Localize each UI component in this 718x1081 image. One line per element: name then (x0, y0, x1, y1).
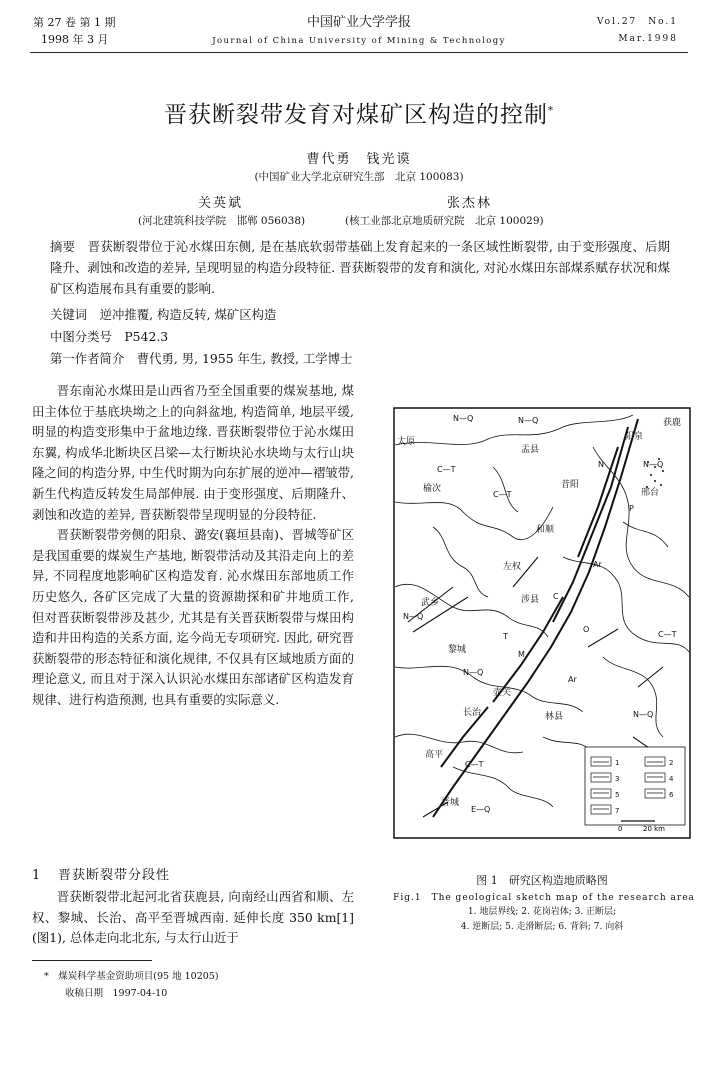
bio-label: 第一作者简介 (50, 351, 125, 366)
title-text: 晋获断裂带发育对煤矿区构造的控制 (164, 102, 548, 128)
footnote-received: 收稿日期 1997-04-10 (65, 988, 168, 999)
abstract-text: 晋获断裂带位于沁水煤田东侧, 是在基底软弱带基础上发育起来的一条区域性断裂带, 由于变形强度、后期隆升、剥蚀和改造的差异, 呈现明显的构造分段特征. 晋获断裂带的发育和演化, 对沁水煤田东部煤系赋存状况和煤矿区构造展布具有重要的影响. (50, 239, 671, 296)
place-yuxian: 盂县 (521, 445, 540, 455)
section-1-paragraph: 晋获断裂带北起河北省获鹿县, 向南经山西省和顺、左权、黎城、长治、高平至晋城西南. 延伸长度 350 km[1](图1), 总体走向北北东, 与太行山近于 (32, 889, 354, 946)
strata-ct: C—T (658, 630, 677, 639)
strata-ar: Ar (593, 560, 602, 569)
section-number: 1 (32, 868, 42, 883)
affiliation-1: (中国矿业大学北京研究生部 北京 100083) (254, 171, 464, 183)
strata-eq: E—Q (471, 805, 491, 814)
strata-c: C (553, 592, 559, 601)
place-yangquan: 阳泉 (625, 432, 644, 442)
affiliation-2: (河北建筑科技学院 邯郸 056038) (138, 215, 306, 227)
legend-text-2: 4. 逆断层; 5. 走滑断层; 6. 背斜; 7. 向斜 (460, 922, 624, 932)
place-xiyang: 昔阳 (561, 480, 580, 490)
abstract-label: 摘要 (50, 239, 76, 254)
place-licheng: 黎城 (448, 645, 467, 655)
legend-4: 4 (669, 775, 674, 783)
date-en: Mar.1998 (618, 34, 678, 44)
classification-label: 中图分类号 (50, 329, 112, 344)
strata-m: M (518, 650, 525, 659)
footnote-mark: * (44, 971, 49, 982)
place-gaoping: 高平 (425, 750, 444, 760)
strata-ct-3: C—T (437, 465, 456, 474)
author-bio (50, 349, 352, 367)
place-heshun: 和顺 (536, 525, 555, 535)
place-huolu: 获鹿 (663, 418, 682, 428)
affiliation-3: (核工业部北京地质研究院 北京 100029) (345, 215, 544, 227)
figure-caption-cn: 图 1 研究区构造地质略图 (476, 874, 608, 887)
place-xingtai: 邢台 (641, 488, 660, 498)
footnote (44, 968, 219, 1002)
place-shexian: 涉县 (521, 595, 540, 605)
strata-nq-2: N—Q (518, 416, 539, 425)
authors-line: 曹代勇 钱光谟 (306, 152, 412, 167)
place-zuoquan: 左权 (503, 562, 522, 572)
place-linxian: 林县 (545, 712, 564, 722)
author-zhang: 张杰林 (447, 196, 493, 211)
strata-nq-6: N—Q (633, 710, 654, 719)
strata-ar-2: Ar (568, 675, 577, 684)
place-taiyuan: 太原 (397, 437, 416, 447)
figure-legend-text (393, 905, 691, 935)
strata-ct-2: C—T (493, 490, 512, 499)
strata-o: O (583, 625, 590, 634)
strata-n: N (598, 460, 604, 469)
legend-3: 3 (615, 775, 620, 783)
body-paragraph-2: 晋获断裂带旁侧的阳泉、潞安(襄垣县南)、晋城等矿区是我国重要的煤炭生产基地, 断裂带活动及其沿走向上的差异, 不同程度地影响矿区构造发育. 沁水煤田东部地质工作历史悠久, 各矿区完成了大量的资源勘探和矿井地质工作, 但对晋获断裂带涉及甚少, 尤其是有关晋获断裂带与煤田构造和井田构造的关系方面, 迄今尚无专项研究. 因此, 研究晋获断裂带的形态特征和演化规律, 不仅具有区域地质方面的理论意义, 而且对于深入认识沁水煤田东部诸矿区构造发育规律、进行构造预测, 也具有重要的实际意义. (32, 527, 354, 707)
strata-nq-5: N—Q (463, 668, 484, 677)
place-changzhi: 长治 (463, 708, 482, 718)
place-jincheng: 晋城 (441, 798, 460, 808)
journal-name-en: Journal of China University of Mining & Technology (212, 36, 506, 46)
place-wuxiang: 武乡 (421, 598, 440, 608)
place-yuci: 榆次 (423, 484, 442, 494)
issue-volume: 第 27 卷 第 1 期 (33, 16, 116, 29)
geological-sketch-map (393, 407, 691, 839)
body-text (32, 381, 354, 711)
body-paragraph-1: 晋东南沁水煤田是山西省乃至全国重要的煤炭基地, 煤田主体位于基底块坳之上的向斜盆地, 构造简单, 地层平缓, 明显的构造变形集中于盆地边缘. 晋获断裂带位于沁水煤田东翼, 构成华北断块区吕梁—太行断块沁水块坳与太行山块隆之间的构造分界, 中生代时期为向东扩展的逆冲—褶皱带, 新生代构造反转发生局部伸展. 由于变形强度、后期隆升、剥蚀和改造的差异, 晋获断裂带呈现明显的分段特征. (32, 383, 354, 522)
volume-en: Vol.27 No.1 (596, 17, 678, 27)
strata-ct-4: C—T (465, 760, 484, 769)
scale-zero: 0 (618, 825, 623, 833)
strata-p: P (629, 504, 634, 513)
legend-5: 5 (615, 791, 620, 799)
scale-20km: 20 km (643, 825, 666, 833)
bio-text: 曹代勇, 男, 1955 年生, 教授, 工学博士 (136, 351, 353, 366)
legend-7: 7 (615, 807, 620, 815)
legend-text-1: 1. 地层界线; 2. 花岗岩体; 3. 正断层; (467, 907, 617, 917)
article-title (0, 96, 718, 129)
section-heading-1 (32, 864, 170, 883)
section-1-text (32, 887, 354, 949)
strata-t: T (503, 632, 508, 641)
abstract (50, 236, 670, 299)
section-title: 晋获断裂带分段性 (58, 868, 171, 883)
footnote-rule (32, 960, 152, 961)
keywords-text: 逆冲推覆, 构造反转, 煤矿区构造 (99, 307, 277, 322)
footnote-funding: 煤炭科学基金资助项目(95 地 10205) (58, 971, 219, 982)
header-rule (30, 52, 688, 53)
map-legend (585, 747, 685, 825)
issue-date: 1998 年 3 月 (41, 33, 109, 46)
classification (50, 327, 168, 345)
title-footnote-mark: * (548, 105, 554, 117)
strata-nq: N—Q (453, 414, 474, 423)
legend-1: 1 (615, 759, 620, 767)
strata-nq-4: N—Q (403, 612, 424, 621)
legend-2: 2 (669, 759, 674, 767)
journal-name-cn: 中国矿业大学学报 (306, 15, 411, 30)
keywords-label: 关键词 (50, 307, 88, 322)
strata-nq-3: N—Q (643, 460, 664, 469)
author-guan: 关英斌 (198, 196, 244, 211)
journal-volume-en (597, 14, 678, 48)
classification-code: P542.3 (124, 329, 169, 344)
place-huguan: 壶关 (493, 688, 512, 698)
legend-6: 6 (669, 791, 674, 799)
keywords (50, 305, 276, 323)
figure-caption-en: Fig.1 The geological sketch map of the research area (393, 893, 695, 903)
